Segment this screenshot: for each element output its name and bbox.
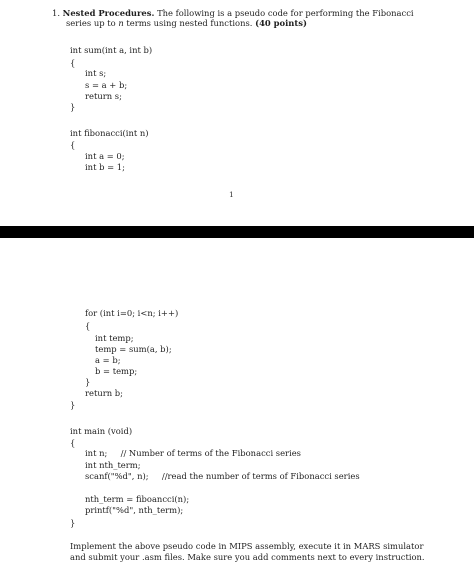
code-line: int nth_term;	[85, 460, 141, 470]
document-page-1	[0, 0, 474, 226]
code-line: }	[85, 377, 91, 387]
description-text-b: terms using nested functions.	[123, 18, 256, 28]
code-line: s = a + b;	[85, 80, 128, 90]
variable-n: n	[118, 18, 124, 28]
question-number: 1.	[52, 8, 60, 18]
instruction-line-1: Implement the above pseudo code in MIPS assembly, execute it in MARS simulator	[70, 541, 424, 551]
code-line: int temp;	[95, 333, 134, 343]
document-page-2	[0, 238, 474, 565]
code-line: int sum(int a, int b)	[70, 45, 153, 55]
code-line: int n; // Number of terms of the Fibonacci series	[85, 448, 301, 458]
code-line: a = b;	[95, 355, 121, 365]
question-title: Nested Procedures.	[62, 8, 155, 18]
code-line: return b;	[85, 388, 123, 398]
code-line: int b = 1;	[85, 162, 125, 172]
code-line: temp = sum(a, b);	[95, 344, 172, 354]
code-line: for (int i=0; i<n; i++)	[85, 308, 179, 318]
code-line: printf("%d", nth_term);	[85, 505, 184, 515]
code-line: scanf("%d", n); //read the number of terms of Fibonacci series	[85, 471, 360, 481]
code-line: }	[70, 102, 76, 112]
code-line: b = temp;	[95, 366, 138, 376]
code-line: {	[85, 321, 91, 331]
question-description-line1: The following is a pseudo code for performing the Fibonacci	[157, 8, 414, 18]
code-line: }	[70, 518, 76, 528]
code-line: int s;	[85, 68, 107, 78]
code-line: return s;	[85, 91, 122, 101]
question-heading	[52, 8, 414, 18]
question-description-line2	[66, 18, 307, 28]
code-line: }	[70, 400, 76, 410]
code-line: int fibonacci(int n)	[70, 128, 149, 138]
question-points: (40 points)	[255, 18, 307, 28]
code-line: nth_term = fiboancci(n);	[85, 494, 190, 504]
page-number: 1	[229, 190, 234, 199]
code-line: {	[70, 58, 76, 68]
page-divider	[0, 226, 474, 238]
code-line: int a = 0;	[85, 151, 125, 161]
instruction-line-2: and submit your .asm files. Make sure you add comments next to every instruction.	[70, 552, 425, 562]
code-line: {	[70, 438, 76, 448]
code-line: {	[70, 140, 76, 150]
description-text-a: series up to	[66, 18, 119, 28]
code-line: int main (void)	[70, 426, 133, 436]
